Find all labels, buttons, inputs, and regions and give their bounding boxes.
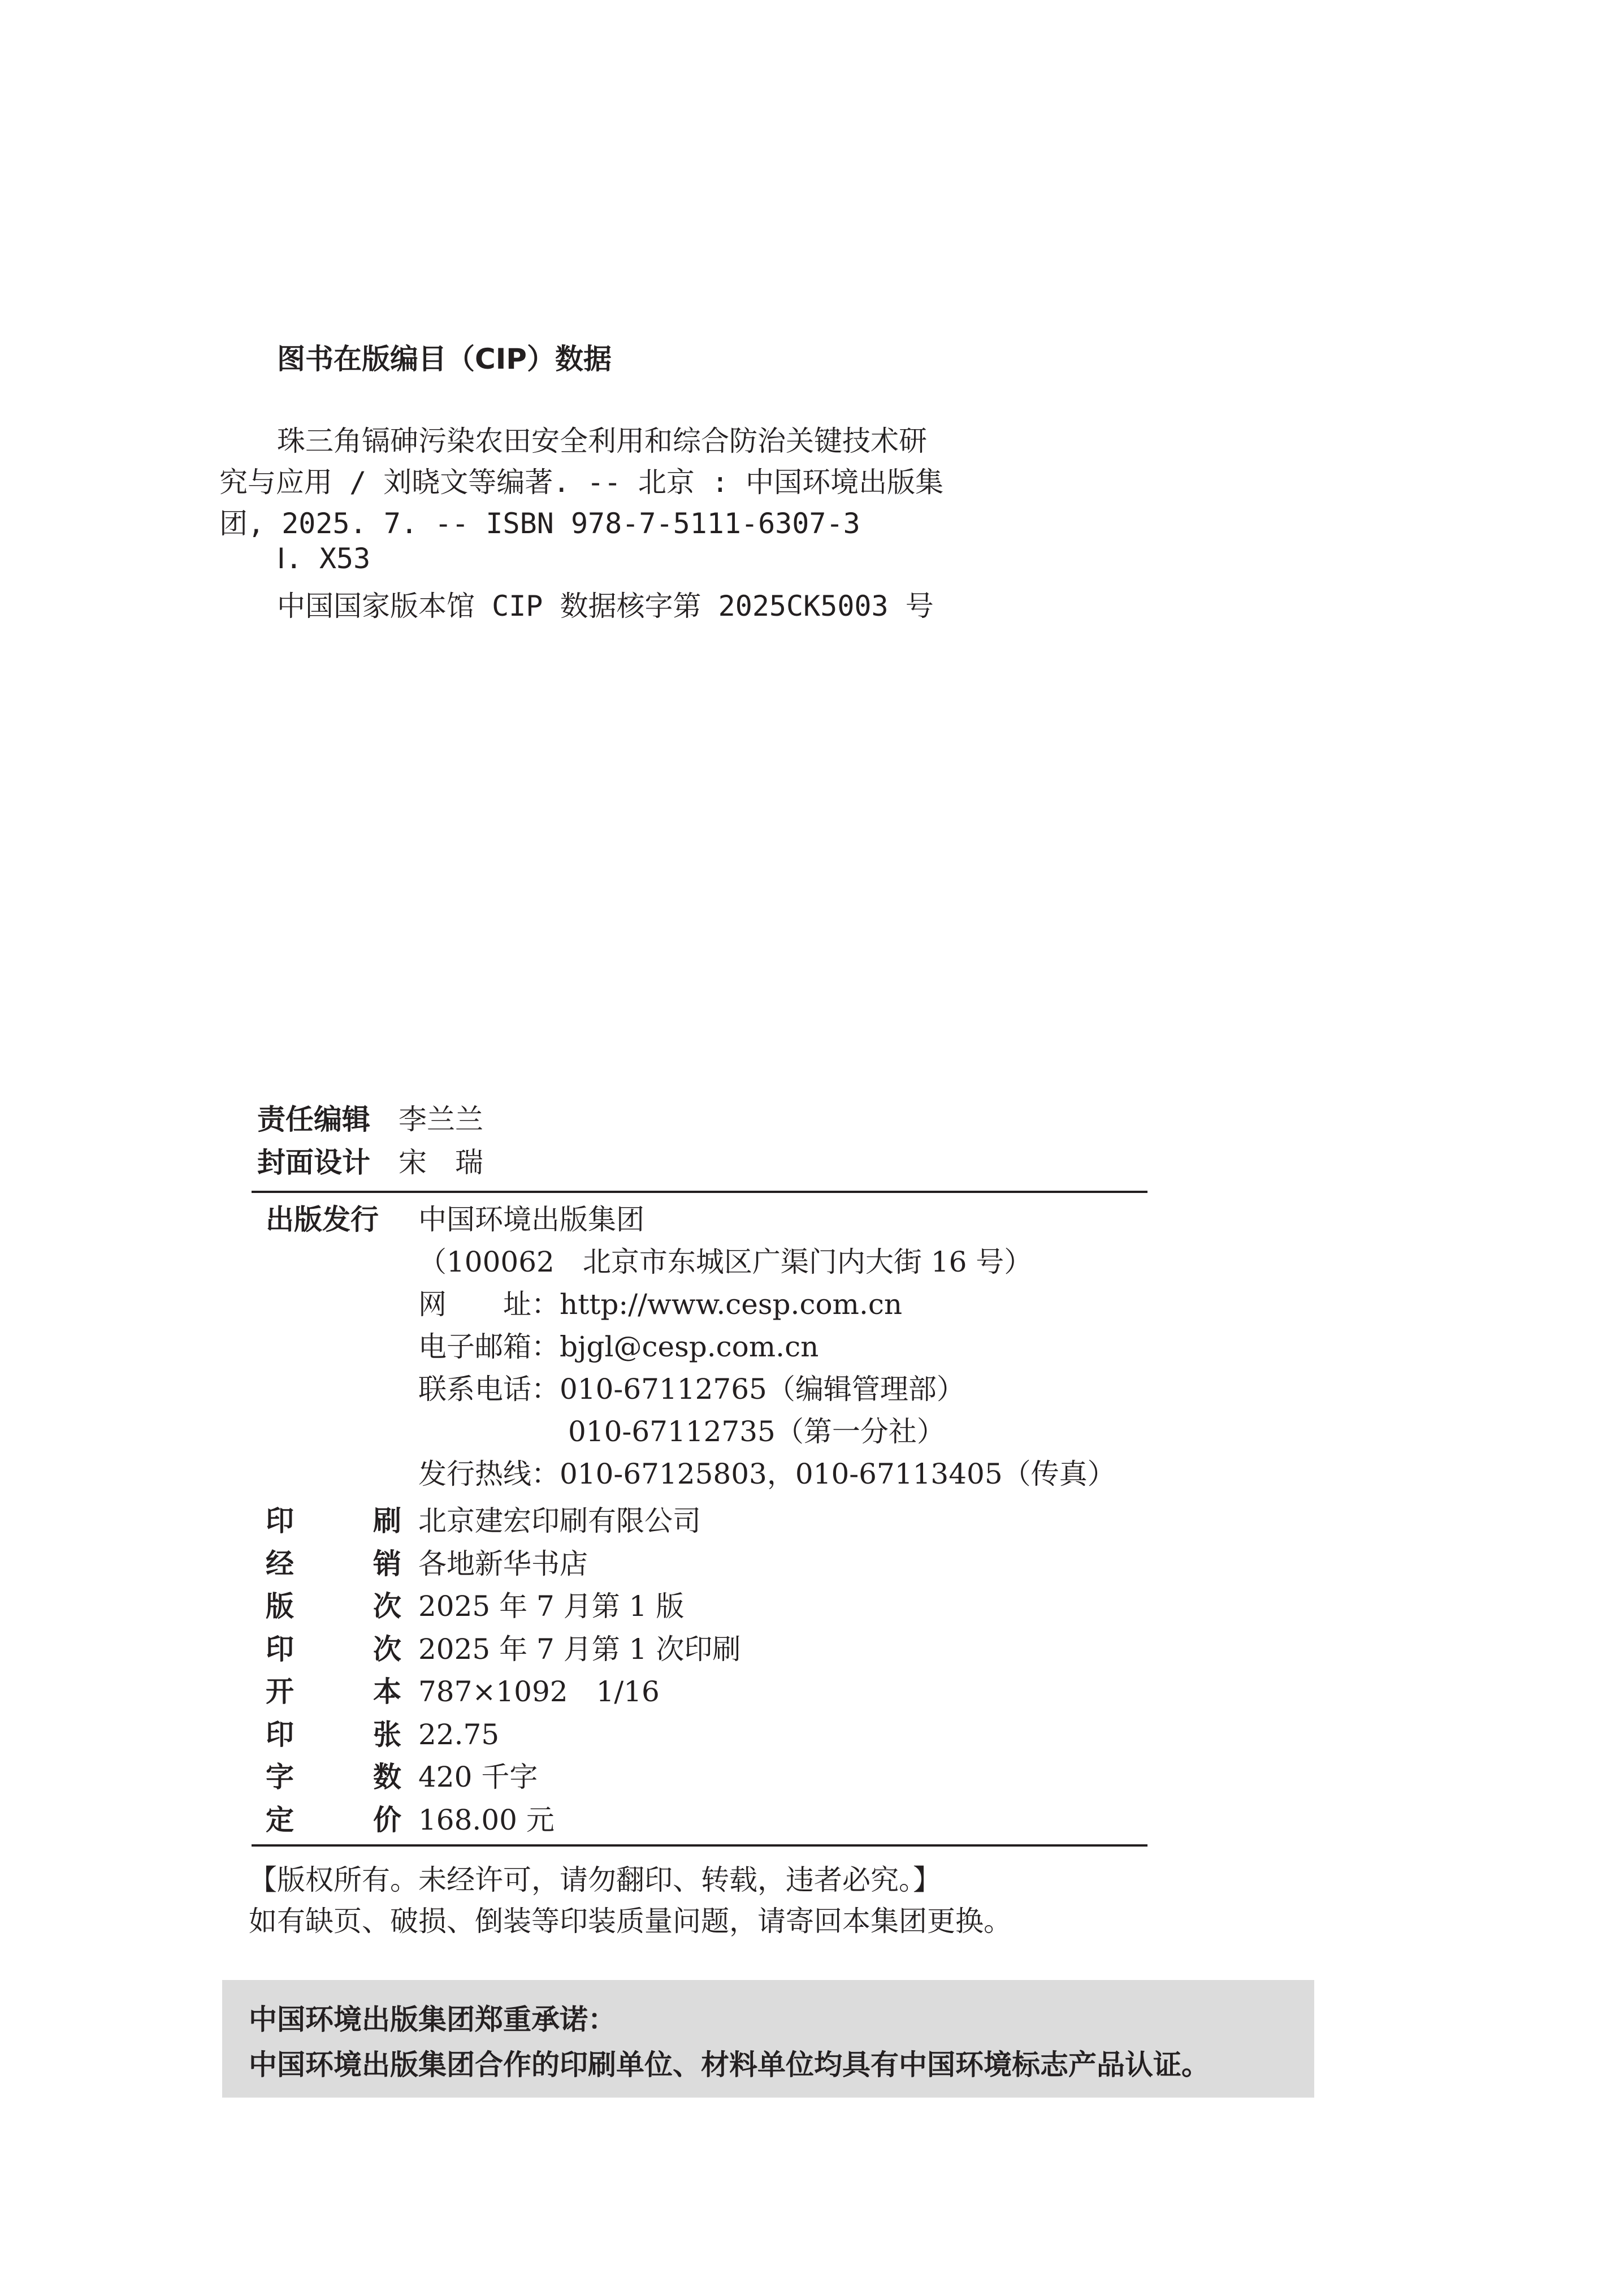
spec-row — [266, 1628, 740, 1671]
cip-title-line-1: 珠三角镉砷污染农田安全利用和综合防治关键技术研 — [277, 425, 927, 457]
spec-row — [266, 1714, 740, 1757]
spec-row — [266, 1756, 740, 1799]
spec-row — [266, 1585, 740, 1628]
spec-value: 787×1092 1/16 — [418, 1675, 660, 1708]
spec-row — [266, 1799, 740, 1842]
spec-value: 2025 年 7 月第 1 次印刷 — [418, 1632, 741, 1666]
spec-row — [266, 1500, 740, 1543]
cip-record-number: 中国国家版本馆 CIP 数据核字第 2025CK5003 号 — [277, 590, 934, 622]
spec-value: 各地新华书店 — [418, 1547, 588, 1580]
spec-label: 印 张 — [266, 1718, 401, 1751]
credits-block — [257, 1098, 483, 1184]
editor-row — [257, 1098, 483, 1141]
cip-title-line-3: 团, 2025. 7. -- ISBN 978-7-5111-6307-3 — [219, 507, 860, 540]
copyright-notice: 【版权所有。未经许可，请勿翻印、转载，违者必究。】 — [249, 1864, 941, 1896]
designer-value: 宋 瑞 — [399, 1146, 483, 1179]
publisher-address-row — [266, 1241, 1116, 1283]
publisher-name: 中国环境出版集团 — [418, 1203, 644, 1236]
spec-row — [266, 1671, 740, 1714]
spec-value: 420 千字 — [418, 1761, 538, 1793]
publisher-email-row — [266, 1326, 1116, 1368]
spec-label: 版 次 — [266, 1590, 401, 1623]
cip-title-line-2: 究与应用 / 刘晓文等编著. -- 北京 : 中国环境出版集 — [219, 466, 944, 499]
spec-row — [266, 1543, 740, 1586]
spec-value: 22.75 — [418, 1718, 500, 1751]
promise-text: 中国环境出版集团合作的印刷单位、材料单位均具有中国环境标志产品认证。 — [249, 2048, 1210, 2081]
designer-label: 封面设计 — [257, 1146, 370, 1179]
divider-bottom — [252, 1844, 1147, 1847]
spec-label: 定 价 — [266, 1803, 401, 1836]
publisher-phone-row-2 — [266, 1411, 1116, 1453]
specs-block — [266, 1500, 740, 1841]
designer-row — [257, 1141, 483, 1184]
spec-label: 印 刷 — [266, 1505, 401, 1537]
publisher-row — [266, 1199, 1116, 1241]
spec-label: 经 销 — [266, 1547, 401, 1580]
cip-heading: 图书在版编目（CIP）数据 — [277, 343, 612, 375]
publisher-block — [266, 1199, 1116, 1495]
publisher-hotline: 发行热线：010-67125803，010-67113405（传真） — [418, 1458, 1116, 1490]
spec-label: 开 本 — [266, 1675, 401, 1708]
spec-label: 字 数 — [266, 1761, 401, 1793]
publisher-email: 电子邮箱：bjgl@cesp.com.cn — [418, 1330, 819, 1363]
publisher-address: （100062 北京市东城区广渠门内大街 16 号） — [418, 1246, 1033, 1278]
cip-classification: Ⅰ. X53 — [277, 542, 371, 575]
publisher-website: 网 址：http://www.cesp.com.cn — [418, 1288, 903, 1321]
editor-value: 李兰兰 — [399, 1103, 483, 1136]
editor-label: 责任编辑 — [257, 1103, 370, 1136]
publisher-hotline-row — [266, 1453, 1116, 1495]
divider-top — [252, 1191, 1147, 1193]
publisher-label: 出版发行 — [266, 1203, 379, 1236]
spec-value: 北京建宏印刷有限公司 — [418, 1505, 701, 1537]
spec-label: 印 次 — [266, 1632, 401, 1666]
publisher-phone-row-1 — [266, 1368, 1116, 1411]
publisher-phone-2: 010-67112735（第一分社） — [568, 1415, 945, 1448]
spec-value: 2025 年 7 月第 1 版 — [418, 1590, 685, 1623]
spec-value: 168.00 元 — [418, 1803, 555, 1836]
replacement-notice: 如有缺页、破损、倒装等印装质量问题，请寄回本集团更换。 — [249, 1905, 1012, 1938]
publisher-phone-1: 联系电话：010-67112765（编辑管理部） — [418, 1373, 965, 1406]
publisher-website-row — [266, 1283, 1116, 1326]
promise-title: 中国环境出版集团郑重承诺： — [249, 2003, 616, 2036]
